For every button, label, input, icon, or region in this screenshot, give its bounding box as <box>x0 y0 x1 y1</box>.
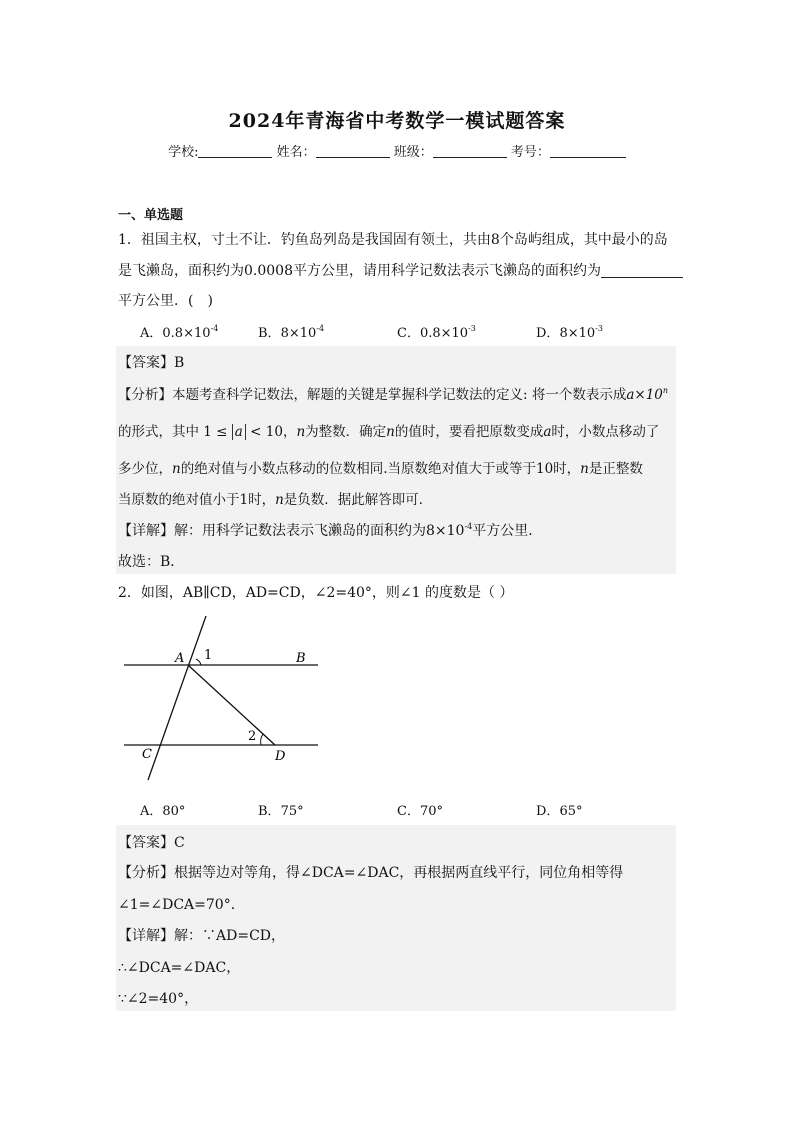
math-expression: a×10 <box>626 387 663 403</box>
angle-1-arc <box>196 659 201 665</box>
q1-stem-line1: 1．祖国主权，寸土不让．钓鱼岛列岛是我国固有领土，共由8个岛屿组成，其中最小的岛 <box>118 232 668 248</box>
label-c: C <box>142 747 152 762</box>
class-label: 班级： <box>393 145 433 160</box>
analysis-text: 是负数．据此解答即可． <box>283 492 433 508</box>
option-exponent: -3 <box>595 324 603 333</box>
math-variable: a <box>543 424 552 440</box>
math-exponent: -4 <box>464 522 473 531</box>
math-variable: n <box>296 424 306 440</box>
math-variable: n <box>386 424 395 440</box>
option-value: 65° <box>559 804 583 819</box>
option-exponent: -4 <box>210 324 219 333</box>
number-label: 考号： <box>510 145 550 160</box>
q1-stem-line2 <box>118 260 683 280</box>
q1-stem-text: 是飞濑岛，面积约为0.0008平方公里，请用科学记数法表示飞濑岛的面积约为 <box>118 263 601 279</box>
analysis-text: 的绝对值与小数点移动的位数相同.当原数绝对值大于或等于10时， <box>180 461 581 477</box>
q1-detail <box>118 520 542 540</box>
option-letter: C． <box>397 326 420 341</box>
math-variable: n <box>275 492 284 508</box>
number-blank[interactable] <box>550 144 626 158</box>
school-blank[interactable] <box>198 144 272 158</box>
option-letter: D． <box>536 326 560 341</box>
q1-analysis-line1 <box>118 383 668 403</box>
option-value: 70° <box>419 804 443 819</box>
analysis-text: 为整数．确定 <box>305 424 387 440</box>
math-expression: < 10 <box>250 424 283 440</box>
analysis-text: 时，小数点移动了 <box>551 424 660 440</box>
option-exponent: -3 <box>468 324 476 333</box>
option-letter: D． <box>536 804 560 819</box>
analysis-text: 当原数的绝对值小于1时， <box>118 492 276 508</box>
option-value: 0.8×10 <box>419 326 469 341</box>
name-label: 姓名： <box>276 145 316 160</box>
class-blank[interactable] <box>433 144 507 158</box>
q2-option-c <box>397 800 443 819</box>
q1-analysis-line4 <box>118 488 432 508</box>
analysis-text: 是正整数 <box>588 461 643 477</box>
option-value: 8×10 <box>280 326 317 341</box>
option-letter: A． <box>140 326 163 341</box>
option-value: 80° <box>162 804 186 819</box>
q1-choose: 故选：B． <box>118 554 185 570</box>
option-value: 0.8×10 <box>162 326 211 341</box>
label-angle-2: 2 <box>248 729 257 744</box>
angle-2-arc <box>261 734 263 745</box>
document-title: 2024年青海省中考数学一模试题答案 <box>228 110 566 132</box>
q2-detail-line1: 【详解】解：∵AD=CD， <box>118 928 286 944</box>
transversal-line <box>148 616 206 780</box>
abs-value: a <box>232 424 246 440</box>
q1-answer: 【答案】B <box>118 355 185 371</box>
q1-analysis-line3 <box>118 457 643 477</box>
q2-option-d <box>536 800 582 819</box>
q1-stem-line3: 平方公里．( ) <box>118 293 213 309</box>
math-expression: 1 ≤ <box>203 424 228 440</box>
detail-text: 平方公里． <box>472 523 543 539</box>
q1-option-c <box>397 322 476 341</box>
math-expression: 8×10 <box>426 523 465 539</box>
q2-option-b <box>258 800 304 819</box>
q2-answer: 【答案】C <box>118 835 185 851</box>
math-variable: n <box>172 461 181 477</box>
math-exponent: n <box>662 386 669 395</box>
q2-solution-box <box>116 825 676 1011</box>
option-value: 75° <box>280 804 304 819</box>
q1-option-d <box>536 322 603 341</box>
label-a: A <box>175 651 185 666</box>
analysis-text: 【分析】本题考查科学记数法，解题的关键是掌握科学记数法的定义: 将一个数表示成 <box>118 387 627 403</box>
section-heading: 一、单选题 <box>118 208 184 223</box>
label-b: B <box>296 651 306 666</box>
q2-detail-line3: ∵∠2=40°， <box>118 991 199 1007</box>
school-label: 学校: <box>168 145 199 160</box>
analysis-text: 多少位， <box>118 461 172 477</box>
name-blank[interactable] <box>316 144 390 158</box>
analysis-text: ， <box>282 424 297 440</box>
option-letter: C． <box>397 804 420 819</box>
q2-stem: 2．如图，AB∥CD，AD=CD，∠2=40°，则∠1 的度数是（ ） <box>118 585 514 601</box>
option-value: 8×10 <box>559 326 596 341</box>
q1-option-a <box>140 322 218 341</box>
q1-analysis-line2 <box>118 420 659 440</box>
geometry-figure <box>118 612 328 787</box>
student-info-row <box>0 141 794 160</box>
analysis-text: 的形式，其中 <box>118 424 199 440</box>
option-exponent: -4 <box>316 324 325 333</box>
segment-ad <box>188 665 275 745</box>
q2-analysis-line1: 【分析】根据等边对等角，得∠DCA=∠DAC，再根据两直线平行，同位角相等得 <box>118 865 624 881</box>
q1-option-b <box>258 322 324 341</box>
q2-option-a <box>140 800 185 819</box>
analysis-text: 的值时，要看把原数变成 <box>394 424 544 440</box>
q1-answer-blank <box>601 263 683 278</box>
q2-detail-line2: ∴∠DCA=∠DAC， <box>118 960 241 976</box>
q2-analysis-line2: ∠1=∠DCA=70°． <box>118 897 245 913</box>
label-angle-1: 1 <box>204 648 213 663</box>
label-d: D <box>275 749 286 764</box>
option-letter: B． <box>258 804 281 819</box>
option-letter: A． <box>140 804 163 819</box>
option-letter: B． <box>258 326 281 341</box>
math-variable: n <box>580 461 589 477</box>
detail-text: 【详解】解：用科学记数法表示飞濑岛的面积约为 <box>118 523 426 539</box>
